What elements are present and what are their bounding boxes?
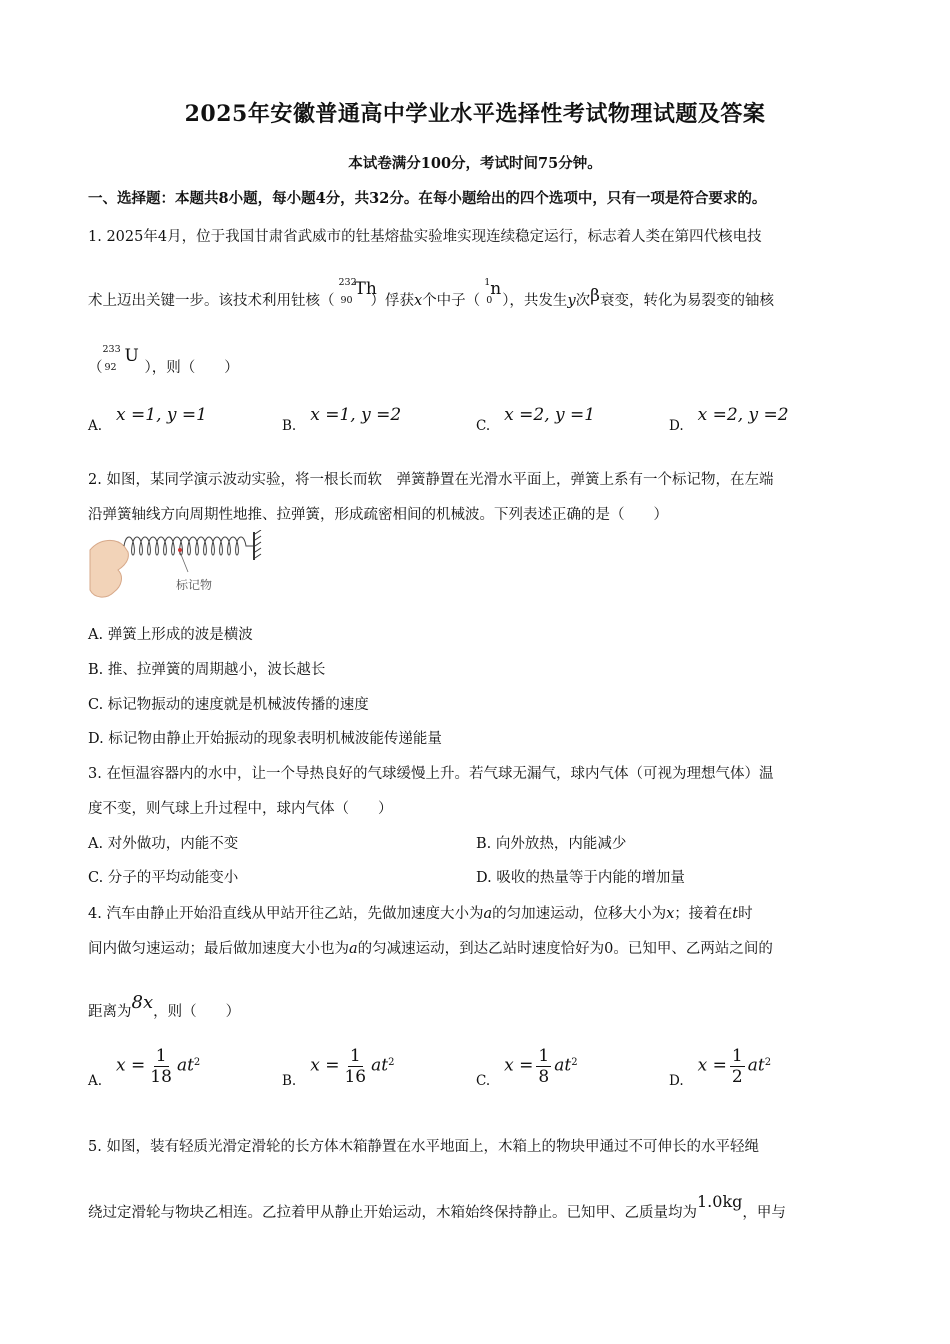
q4-text: 的匀加速运动，位移大小为 [492,906,667,922]
q1-line3 [88,344,239,378]
marker-label: 标记物 [176,578,213,592]
q4-text: 间内做匀速运动；最后做加速度大小也为 [88,941,349,957]
q1-option-d[interactable]: D.x =2, y =2 [669,405,789,434]
beta-symbol: β [590,286,600,306]
mass-value: 1.0kg [697,1192,743,1211]
hand-icon [90,540,128,597]
q1-text: ），则（ ） [144,360,239,376]
q3-option-c[interactable]: C. 分子的平均动能变小 [88,870,239,886]
q4-text: ；接着在 [674,906,733,922]
q1-option-a[interactable]: A.x =1, y =1 [88,405,207,434]
wall-hatch [255,530,261,558]
thorium-nuclide: 232 90 Th [338,277,377,306]
q2-option-d[interactable]: D. 标记物由静止开始振动的现象表明机械波能传递能量 [88,731,442,747]
q3-line1: 3. 在恒温容器内的水中，让一个导热良好的气球缓慢上升。若气球无漏气，球内气体（可视为理想气体）温 [88,766,774,782]
var-a: a [349,941,358,957]
q1-text: （ [88,360,103,376]
q4-line3 [88,992,240,1021]
var-a: a [483,906,493,922]
q5-text: 绕过定滑轮与物块乙相连。乙拉着甲从静止开始运动，木箱始终保持静止。已知甲、乙质量均为 [88,1205,697,1221]
q4-option-a[interactable]: A.x = $\frac{1}{18}$ $at^2$ [88,1046,201,1089]
q1-text: ），共发生 [502,293,568,309]
q5-line2 [88,1192,786,1222]
q4-line2 [88,937,773,958]
q1-line1: 1. 2025年4月，位于我国甘肃省武威市的钍基熔盐实验堆实现连续稳定运行，标志着人类在第四代核电技 [88,229,762,245]
q2-line2: 沿弹簧轴线方向周期性地推、拉弹簧，形成疏密相间的机械波。下列表述正确的是（ ） [88,507,668,523]
q2-option-a[interactable]: A. 弹簧上形成的波是横波 [88,627,253,643]
var-t: t [732,906,739,922]
q4-text: 距离为 [88,1004,132,1020]
marker-dot [178,548,182,552]
q4-text: 时 [738,906,753,922]
exam-info: 本试卷满分100分，考试时间75分钟。 [348,155,602,172]
q1-line2 [88,277,774,311]
q4-option-d[interactable]: D.x = $\frac{1}{2}$ $at^2$ [669,1046,772,1089]
distance-8x: 8x [131,992,154,1013]
q5-line1: 5. 如图，装有轻质光滑定滑轮的长方体木箱静置在水平地面上，木箱上的物块甲通过不可伸长的水平轻绳 [88,1139,759,1155]
q2-line1: 2. 如图，某同学演示波动实验，将一根长而软 弹簧静置在光滑水平面上，弹簧上系有一个标记物，在左端 [88,472,774,488]
neutron-symbol: 1 0 n [484,277,502,306]
q4-text: ，则（ ） [153,1004,241,1020]
q1-option-c[interactable]: C.x =2, y =1 [476,405,596,434]
var-y: y [567,293,576,309]
q1-text: ）俘获 [370,293,414,309]
spring-coil [124,537,254,555]
q3-line2: 度不变，则气球上升过程中，球内气体（ ） [88,801,393,817]
q4-text: 4. 汽车由静止开始沿直线从甲站开往乙站，先做加速度大小为 [88,906,484,922]
q4-line1 [88,902,753,923]
q1-text: 个中子（ [422,293,481,309]
q3-option-d[interactable]: D. 吸收的热量等于内能的增加量 [476,870,685,886]
page-title: 2025年安徽普通高中学业水平选择性考试物理试题及答案 [184,101,766,127]
marker-pointer [180,552,188,572]
q3-option-a[interactable]: A. 对外做功，内能不变 [88,836,239,852]
q4-text: 的匀减速运动，到达乙站时速度恰好为0。已知甲、乙两站之间的 [357,941,773,957]
q2-option-b[interactable]: B. 推、拉弹簧的周期越小，波长越长 [88,662,326,678]
q3-option-b[interactable]: B. 向外放热，内能减少 [476,836,627,852]
var-x: x [414,293,423,309]
var-x: x [666,906,675,922]
uranium-nuclide: 233 92 U [102,344,139,373]
q5-text: ，甲与 [742,1205,786,1221]
q1-text: 衰变，转化为易裂变的铀核 [599,293,774,309]
q4-option-b[interactable]: B.x = $\frac{1}{16}$ $at^2$ [282,1046,395,1089]
q1-text: 术上迈出关键一步。该技术利用钍核（ [88,293,335,309]
q1-text: 次 [575,293,591,309]
q1-option-b[interactable]: B.x =1, y =2 [282,405,402,434]
section-heading: 一、选择题：本题共8小题，每小题4分，共32分。在每小题给出的四个选项中，只有一项是符合要求的。 [88,190,767,207]
q4-option-c[interactable]: C.x = $\frac{1}{8}$ $at^2$ [476,1046,578,1089]
q2-option-c[interactable]: C. 标记物振动的速度就是机械波传播的速度 [88,697,369,713]
